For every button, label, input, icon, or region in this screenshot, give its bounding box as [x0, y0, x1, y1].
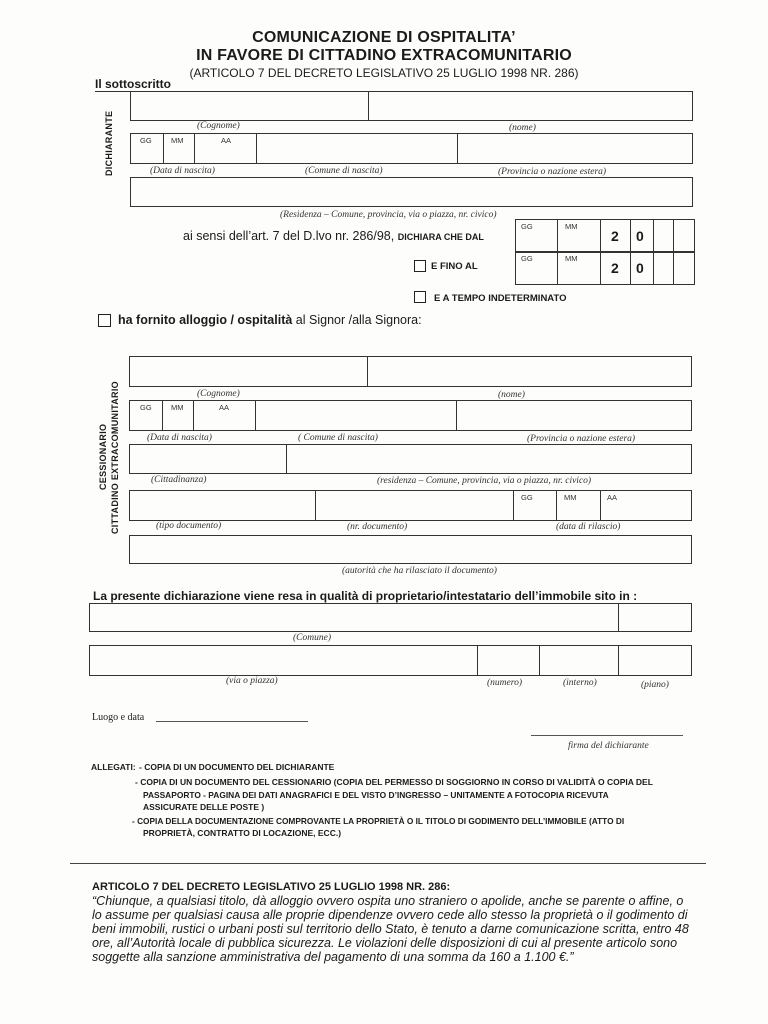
- guest-caption-autorita: (autorità che ha rilasciato il documento): [342, 566, 497, 576]
- allegati-label: ALLEGATI:: [91, 762, 136, 772]
- guest-caption-data-rilascio: (data di rilascio): [556, 522, 621, 532]
- guest-name-row: [129, 356, 692, 387]
- declarant-birth-row: [130, 133, 693, 164]
- divider: [70, 863, 706, 864]
- caption-cognome: (Cognome): [197, 121, 240, 131]
- form-title-line1: COMUNICAZIONE DI OSPITALITA’: [252, 29, 516, 46]
- property-caption-via: (via o piazza): [226, 676, 278, 686]
- aa-label: AA: [221, 136, 232, 145]
- sottoscritto-label: Il sottoscritto: [95, 77, 172, 91]
- form-subtitle: (ARTICOLO 7 DEL DECRETO LEGISLATIVO 25 LUGLIO 1998 NR. 286): [189, 66, 579, 80]
- declarant-residenza-field[interactable]: [130, 177, 693, 207]
- guest-caption-comune-nascita: ( Comune di nascita): [298, 433, 378, 443]
- luogo-data-label: Luogo e data: [92, 712, 145, 723]
- declaration-text: ai sensi dell’art. 7 del D.lvo nr. 286/98, DICHIARA CHE DAL: [183, 229, 484, 243]
- guest-caption-cittadinanza: (Cittadinanza): [151, 475, 207, 485]
- allegati-item-2-line3: ASSICURATE DELLE POSTE ): [143, 802, 265, 812]
- caption-provincia: (Provincia o nazione estera): [498, 167, 607, 177]
- tempo-indeterminato-checkbox[interactable]: [414, 291, 426, 303]
- allegati-item-2-line1: - COPIA DI UN DOCUMENTO DEL CESSIONARIO (COPIA DEL PERMESSO DI SOGGIORNO IN CORSO DI VALIDITÀ O COPIA DEL: [135, 777, 653, 787]
- rilascio-mm-label: MM: [564, 493, 577, 502]
- e-fino-al-label: E FINO AL: [431, 261, 478, 272]
- guest-aa-label: AA: [219, 403, 230, 412]
- guest-caption-nome: (nome): [498, 390, 525, 400]
- cessionario-side-label: CESSIONARIO: [98, 423, 108, 490]
- rilascio-gg-label: GG: [521, 493, 533, 502]
- article-line-5: soggette alla sanzione amministrativa del pagamento di una somma da 160 a 1.100 €.”: [92, 950, 574, 964]
- property-caption-piano: (piano): [641, 680, 669, 690]
- guest-birth-row: [129, 400, 692, 431]
- guest-caption-tipo-doc: (tipo documento): [156, 521, 222, 531]
- date-from-year-2: 2: [611, 228, 619, 244]
- ospitalita-text: ha fornito alloggio / ospitalità al Signor /alla Signora:: [118, 313, 422, 327]
- guest-mm-label: MM: [171, 403, 184, 412]
- mm-label: MM: [171, 136, 184, 145]
- guest-nome-field[interactable]: [368, 387, 691, 397]
- article-heading: ARTICOLO 7 DEL DECRETO LEGISLATIVO 25 LUGLIO 1998 NR. 286:: [92, 881, 451, 893]
- guest-caption-residenza: (residenza – Comune, provincia, via o piazza, nr. civico): [377, 476, 592, 486]
- article-line-2: lo assume per qualsiasi causa alle proprie dipendenze ovvero cede allo stesso la proprietà o il godimento di: [92, 908, 688, 922]
- date-from-year-0: 0: [636, 228, 644, 244]
- allegati-item-2-line2: PASSAPORTO - PAGINA DEI DATI ANAGRAFICI E DEL VISTO D’INGRESSO – UNITAMENTE A FOTOCOPIA RICEVUTA: [143, 790, 609, 800]
- date-to-mm: MM: [565, 254, 578, 263]
- article-line-3: beni immobili, rustici o urbani posti sul territorio dello Stato, è tenuto a darne comunicazione scritta, entro 48: [92, 922, 689, 936]
- article-line-1: “Chiunque, a qualsiasi titolo, dà alloggio ovvero ospita uno straniero o apolide, anche se parente o affine, o: [92, 894, 684, 908]
- property-comune-row[interactable]: [89, 603, 692, 632]
- tempo-indeterminato-label: E A TEMPO INDETERMINATO: [434, 293, 567, 304]
- firma-line[interactable]: [531, 735, 683, 736]
- guest-gg-label: GG: [140, 403, 152, 412]
- dichiarante-side-label: DICHIARANTE: [104, 110, 114, 176]
- guest-cittadinanza-row: [129, 444, 692, 474]
- guest-caption-nr-doc: (nr. documento): [347, 522, 408, 532]
- caption-nome: (nome): [509, 123, 536, 133]
- property-caption-comune: (Comune): [293, 633, 331, 643]
- luogo-data-line[interactable]: [156, 721, 308, 722]
- allegati-item-3-line2: PROPRIETÀ, CONTRATTO DI LOCAZIONE, ECC.): [143, 828, 342, 838]
- allegati-item-1: - COPIA DI UN DOCUMENTO DEL DICHIARANTE: [139, 762, 335, 772]
- date-to-year-2: 2: [611, 260, 619, 276]
- gg-label: GG: [140, 136, 152, 145]
- date-to-gg: GG: [521, 254, 533, 263]
- allegati-item-3-line1: - COPIA DELLA DOCUMENTAZIONE COMPROVANTE LA PROPRIETÀ O IL TITOLO DI GODIMENTO DELL’IMMOBILE (ATTO DI: [132, 816, 625, 826]
- caption-residenza: (Residenza – Comune, provincia, via o piazza, nr. civico): [280, 210, 497, 220]
- guest-autorita-field[interactable]: [129, 535, 692, 564]
- date-from-mm: MM: [565, 222, 578, 231]
- ospitalita-checkbox[interactable]: [98, 314, 111, 327]
- date-to-year-0: 0: [636, 260, 644, 276]
- caption-comune-nascita: (Comune di nascita): [305, 166, 383, 176]
- guest-cognome-field[interactable]: [130, 387, 367, 397]
- e-fino-al-checkbox[interactable]: [414, 260, 426, 272]
- property-caption-numero: (numero): [487, 678, 522, 688]
- guest-caption-data-nascita: (Data di nascita): [147, 433, 212, 443]
- form-title-line2: IN FAVORE DI CITTADINO EXTRACOMUNITARIO: [196, 47, 572, 64]
- rilascio-aa-label: AA: [607, 493, 618, 502]
- declarant-cognome-field[interactable]: [131, 122, 369, 132]
- date-from-gg: GG: [521, 222, 533, 231]
- cittadino-side-label: CITTADINO EXTRACOMUNITARIO: [110, 381, 120, 534]
- date-from-grid[interactable]: [515, 219, 695, 252]
- article-line-4: ore, all’Autorità locale di pubblica sicurezza. Le violazioni delle disposizioni di cui al presente articolo sono: [92, 936, 678, 950]
- property-address-row: [89, 645, 692, 676]
- caption-data-nascita: (Data di nascita): [150, 166, 215, 176]
- property-caption-interno: (interno): [563, 678, 597, 688]
- guest-caption-cognome: (Cognome): [197, 389, 240, 399]
- declarant-name-row: [130, 91, 693, 121]
- property-intro: La presente dichiarazione viene resa in qualità di proprietario/intestatario dell’immobile sito in :: [93, 589, 638, 603]
- date-to-grid[interactable]: [515, 252, 695, 285]
- firma-caption: firma del dichiarante: [568, 741, 649, 751]
- guest-caption-provincia: (Provincia o nazione estera): [527, 434, 636, 444]
